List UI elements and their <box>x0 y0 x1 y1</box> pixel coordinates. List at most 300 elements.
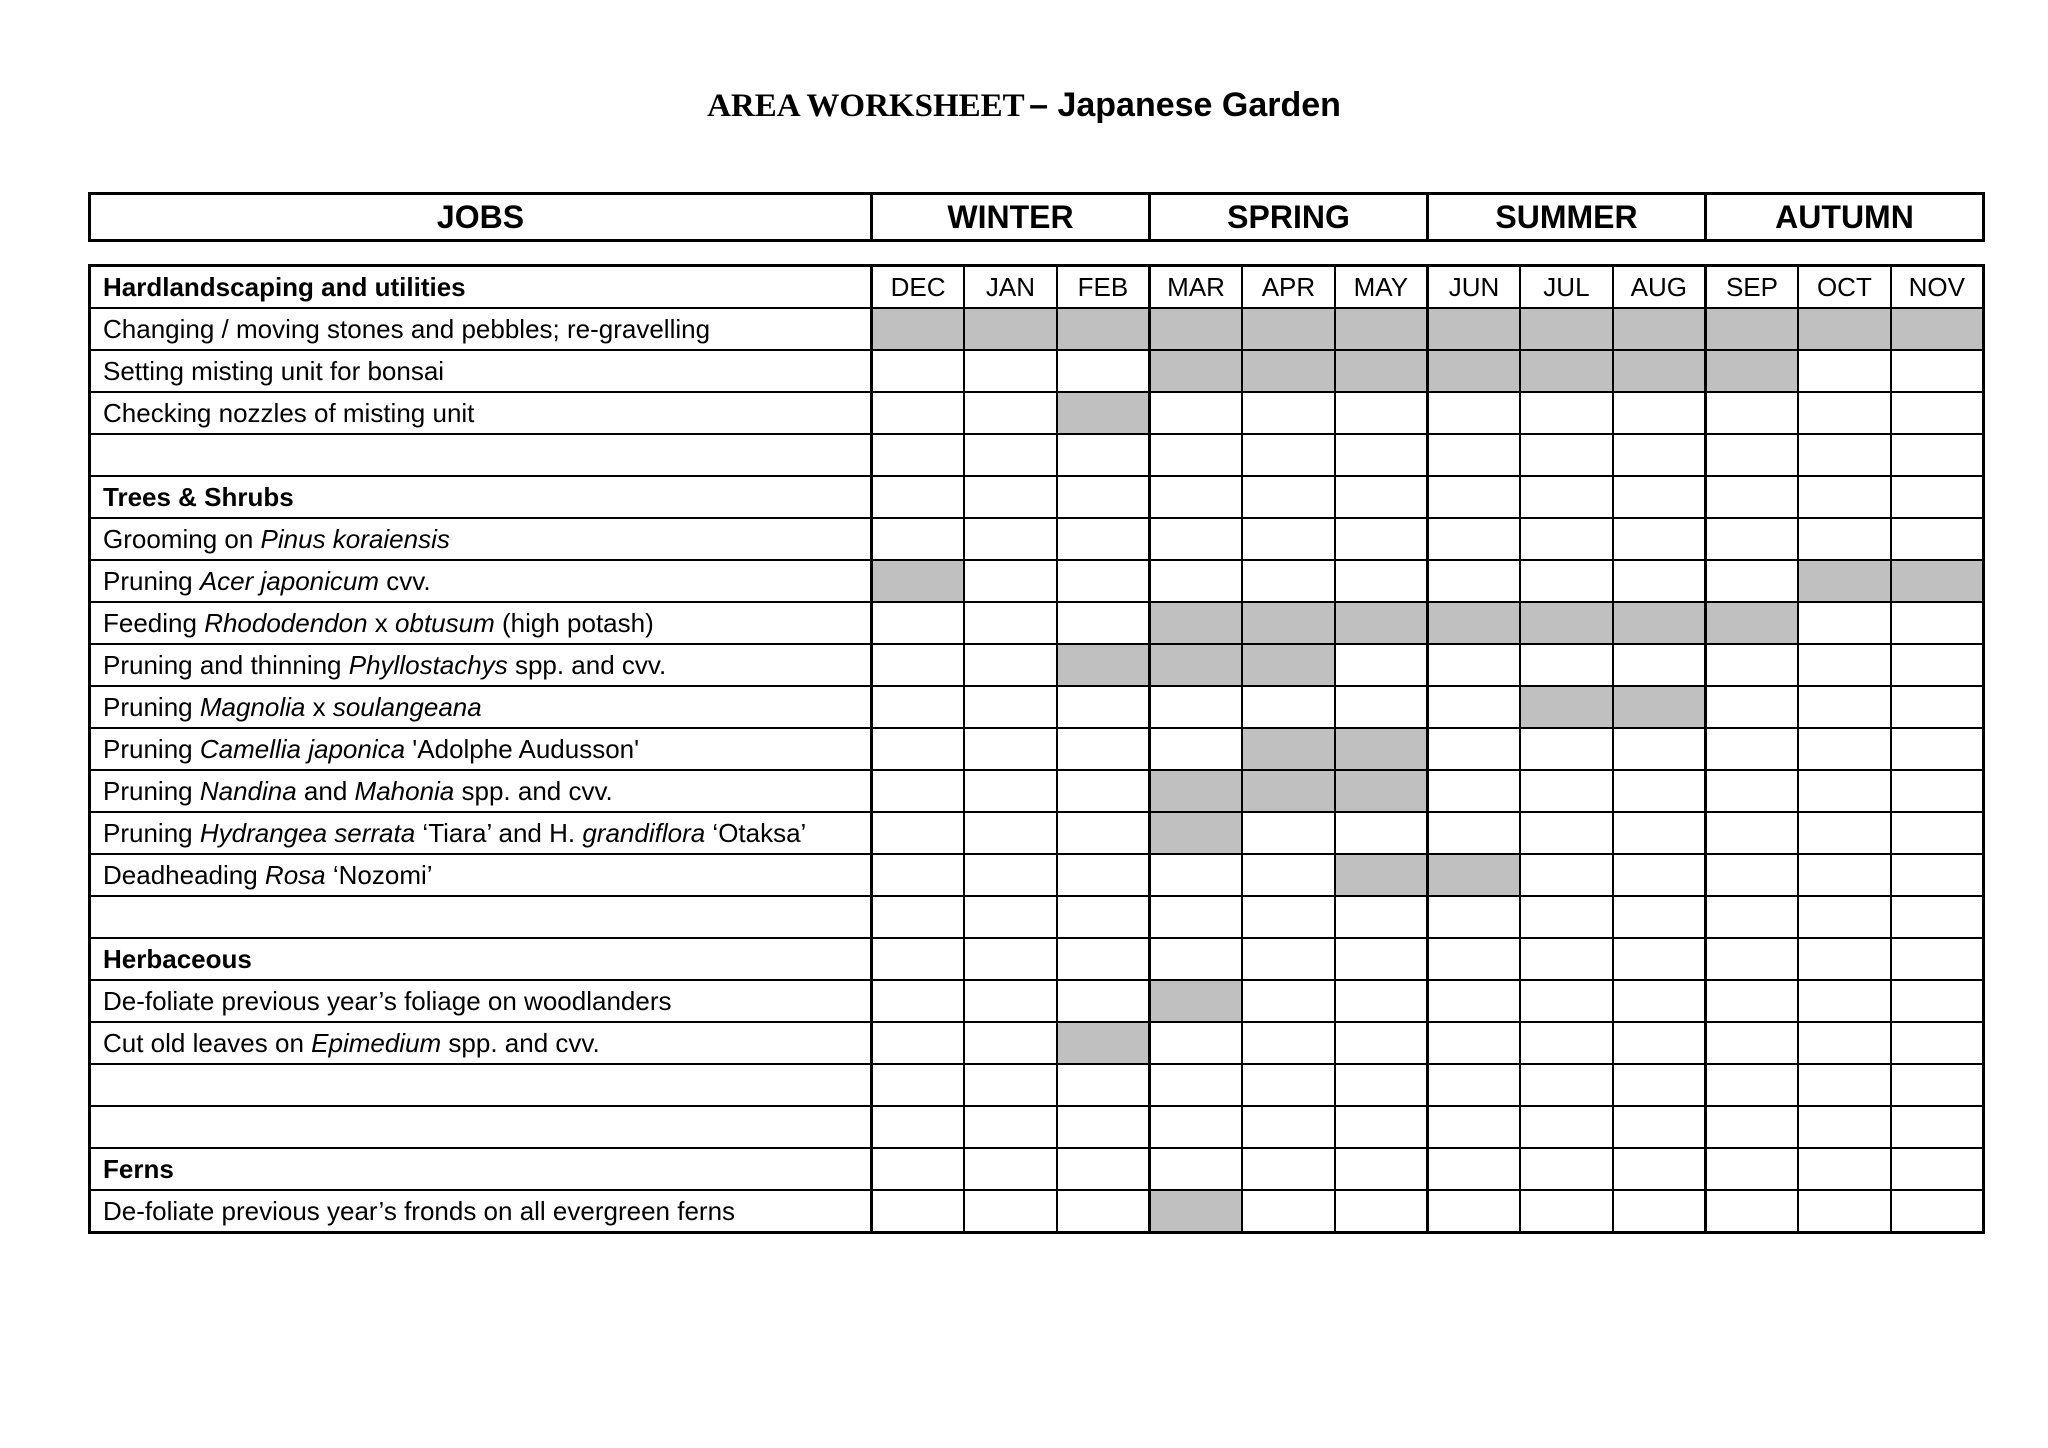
category-label: Hardlandscaping and utilities <box>90 266 872 309</box>
month-cell-mar <box>1149 392 1242 434</box>
month-cell-apr-scheduled <box>1242 308 1335 350</box>
category-row <box>90 1148 1984 1190</box>
month-cell-nov <box>1891 938 1984 980</box>
month-cell-mar <box>1149 686 1242 728</box>
month-cell-apr-scheduled <box>1242 770 1335 812</box>
month-cell-sep <box>1705 644 1798 686</box>
job-row <box>90 350 1984 392</box>
month-cell-feb-scheduled <box>1057 392 1150 434</box>
month-cell-aug <box>1613 728 1706 770</box>
month-cell-sep <box>1705 1064 1798 1106</box>
job-text: De-foliate previous year’s fronds on all evergreen ferns <box>103 1195 736 1226</box>
job-text: 'Adolphe Audusson' <box>405 733 640 764</box>
month-cell-may <box>1335 644 1428 686</box>
job-label <box>90 1022 872 1064</box>
month-cell-nov <box>1891 854 1984 896</box>
month-cell-nov <box>1891 728 1984 770</box>
month-cell-feb <box>1057 728 1150 770</box>
category-label <box>90 476 872 518</box>
month-cell-aug <box>1613 392 1706 434</box>
job-text: spp. and cvv. <box>507 649 667 680</box>
job-text: Ferns <box>103 1153 174 1184</box>
month-header-row <box>90 266 1984 309</box>
job-row <box>90 686 1984 728</box>
month-cell-dec <box>872 812 965 854</box>
botanical-name: Epimedium <box>311 1027 442 1058</box>
month-cell-apr <box>1242 938 1335 980</box>
month-cell-may-scheduled <box>1335 350 1428 392</box>
job-label <box>90 686 872 728</box>
month-cell-jun <box>1427 1190 1520 1233</box>
month-cell-mar <box>1149 1022 1242 1064</box>
month-cell-feb <box>1057 434 1150 476</box>
month-cell-jun-scheduled <box>1427 602 1520 644</box>
month-cell-feb-scheduled <box>1057 308 1150 350</box>
month-cell-jan-scheduled <box>964 308 1057 350</box>
month-cell-dec <box>872 896 965 938</box>
month-cell-nov <box>1891 1148 1984 1190</box>
job-row <box>90 1022 1984 1064</box>
month-cell-feb <box>1057 854 1150 896</box>
month-cell-mar <box>1149 476 1242 518</box>
month-cell-may <box>1335 1148 1428 1190</box>
job-label <box>90 434 872 476</box>
job-text: Pruning <box>103 733 200 764</box>
month-cell-jun-scheduled <box>1427 350 1520 392</box>
month-cell-feb <box>1057 350 1150 392</box>
month-cell-sep <box>1705 1148 1798 1190</box>
month-cell-jul <box>1520 980 1613 1022</box>
job-row <box>90 1190 1984 1233</box>
botanical-name: Rhododendon <box>204 607 368 638</box>
job-text: cvv. <box>379 565 431 596</box>
job-text: ‘Tiara’ and H. <box>415 817 583 848</box>
month-cell-jul <box>1520 1106 1613 1148</box>
month-cell-may <box>1335 518 1428 560</box>
month-cell-may <box>1335 1190 1428 1233</box>
blank-row <box>90 1064 1984 1106</box>
month-cell-mar-scheduled <box>1149 980 1242 1022</box>
job-text: Deadheading <box>103 859 265 890</box>
job-label <box>90 308 872 350</box>
month-cell-dec <box>872 1064 965 1106</box>
month-cell-aug <box>1613 644 1706 686</box>
month-cell-jul-scheduled <box>1520 686 1613 728</box>
month-header-oct: OCT <box>1798 266 1891 309</box>
month-cell-oct <box>1798 392 1891 434</box>
blank-row <box>90 1106 1984 1148</box>
botanical-name: Hydrangea serrata <box>199 817 416 848</box>
month-cell-apr-scheduled <box>1242 350 1335 392</box>
month-cell-jan <box>964 770 1057 812</box>
month-cell-may <box>1335 938 1428 980</box>
job-row <box>90 812 1984 854</box>
job-text: Trees & Shrubs <box>103 481 294 512</box>
category-label <box>90 1148 872 1190</box>
month-cell-apr <box>1242 434 1335 476</box>
month-cell-jun <box>1427 896 1520 938</box>
job-row <box>90 770 1984 812</box>
month-cell-sep <box>1705 392 1798 434</box>
month-cell-sep <box>1705 1190 1798 1233</box>
month-cell-dec <box>872 728 965 770</box>
page-title <box>0 86 2048 125</box>
month-cell-oct <box>1798 518 1891 560</box>
month-cell-jun <box>1427 686 1520 728</box>
job-text: Changing / moving stones and pebbles; re-gravelling <box>103 313 711 344</box>
month-cell-oct <box>1798 938 1891 980</box>
month-cell-jun <box>1427 1064 1520 1106</box>
month-cell-jun-scheduled <box>1427 308 1520 350</box>
month-cell-nov <box>1891 770 1984 812</box>
month-cell-feb <box>1057 518 1150 560</box>
job-label <box>90 728 872 770</box>
month-cell-feb-scheduled <box>1057 644 1150 686</box>
month-cell-dec <box>872 518 965 560</box>
month-cell-mar-scheduled <box>1149 308 1242 350</box>
month-cell-oct <box>1798 1064 1891 1106</box>
month-cell-mar <box>1149 938 1242 980</box>
month-cell-sep <box>1705 686 1798 728</box>
month-cell-jun <box>1427 644 1520 686</box>
month-cell-jul <box>1520 1064 1613 1106</box>
job-text: Checking nozzles of misting unit <box>103 397 475 428</box>
month-cell-sep <box>1705 728 1798 770</box>
month-cell-apr <box>1242 1190 1335 1233</box>
job-text: Feeding <box>103 607 205 638</box>
month-cell-jul <box>1520 1148 1613 1190</box>
month-cell-jun <box>1427 518 1520 560</box>
month-cell-jul <box>1520 476 1613 518</box>
month-cell-jan <box>964 602 1057 644</box>
month-cell-feb <box>1057 1064 1150 1106</box>
month-cell-sep <box>1705 938 1798 980</box>
month-cell-may <box>1335 686 1428 728</box>
month-cell-dec <box>872 602 965 644</box>
month-header-sep: SEP <box>1705 266 1798 309</box>
job-row <box>90 854 1984 896</box>
month-cell-aug <box>1613 1022 1706 1064</box>
month-cell-nov <box>1891 812 1984 854</box>
season-header-row <box>90 194 1984 241</box>
month-header-dec: DEC <box>872 266 965 309</box>
month-cell-jul <box>1520 560 1613 602</box>
month-cell-feb <box>1057 1106 1150 1148</box>
month-cell-jul <box>1520 938 1613 980</box>
month-cell-jul-scheduled <box>1520 308 1613 350</box>
month-cell-mar <box>1149 518 1242 560</box>
month-cell-jan <box>964 434 1057 476</box>
month-cell-feb <box>1057 560 1150 602</box>
month-cell-mar <box>1149 728 1242 770</box>
job-row <box>90 644 1984 686</box>
job-text: Cut old leaves on <box>103 1027 312 1058</box>
month-cell-jun <box>1427 1022 1520 1064</box>
job-row <box>90 980 1984 1022</box>
season-winter: WINTER <box>872 194 1150 241</box>
month-cell-jul <box>1520 1022 1613 1064</box>
title-part-1: AREA WORKSHEET <box>707 88 1025 124</box>
job-text: Grooming on <box>103 523 261 554</box>
month-header-apr: APR <box>1242 266 1335 309</box>
month-cell-nov <box>1891 1106 1984 1148</box>
job-text: Pruning <box>103 565 200 596</box>
month-cell-dec <box>872 350 965 392</box>
month-cell-dec-scheduled <box>872 308 965 350</box>
blank-row <box>90 434 1984 476</box>
month-cell-aug-scheduled <box>1613 350 1706 392</box>
month-cell-dec <box>872 1190 965 1233</box>
botanical-name: Nandina <box>199 775 297 806</box>
month-cell-oct <box>1798 1190 1891 1233</box>
month-cell-sep-scheduled <box>1705 308 1798 350</box>
month-cell-apr <box>1242 980 1335 1022</box>
month-cell-may <box>1335 476 1428 518</box>
month-cell-nov <box>1891 518 1984 560</box>
month-cell-mar <box>1149 434 1242 476</box>
month-cell-oct <box>1798 350 1891 392</box>
month-cell-dec-scheduled <box>872 560 965 602</box>
job-label <box>90 1190 872 1233</box>
month-cell-apr <box>1242 854 1335 896</box>
job-text: spp. and cvv. <box>441 1027 600 1058</box>
month-cell-may <box>1335 434 1428 476</box>
botanical-name: grandiflora <box>582 817 706 848</box>
jobs-header: JOBS <box>90 194 872 241</box>
job-text: Setting misting unit for bonsai <box>103 355 445 386</box>
month-cell-sep <box>1705 1106 1798 1148</box>
month-cell-aug <box>1613 1148 1706 1190</box>
month-cell-jan <box>964 350 1057 392</box>
month-cell-jan <box>964 686 1057 728</box>
month-cell-aug <box>1613 854 1706 896</box>
month-cell-nov <box>1891 434 1984 476</box>
month-cell-jul <box>1520 1190 1613 1233</box>
month-cell-jul <box>1520 770 1613 812</box>
month-cell-mar-scheduled <box>1149 1190 1242 1233</box>
job-label <box>90 602 872 644</box>
month-cell-aug <box>1613 1106 1706 1148</box>
month-cell-apr <box>1242 1064 1335 1106</box>
month-cell-sep <box>1705 560 1798 602</box>
job-label <box>90 1064 872 1106</box>
month-cell-nov <box>1891 686 1984 728</box>
job-label <box>90 350 872 392</box>
month-cell-jan <box>964 392 1057 434</box>
month-cell-mar <box>1149 1148 1242 1190</box>
month-cell-nov <box>1891 350 1984 392</box>
month-cell-aug-scheduled <box>1613 686 1706 728</box>
job-text: ‘Otaksa’ <box>705 817 807 848</box>
blank-row <box>90 896 1984 938</box>
month-cell-apr <box>1242 392 1335 434</box>
month-header-aug: AUG <box>1613 266 1706 309</box>
job-text: Herbaceous <box>103 943 252 974</box>
month-cell-jan <box>964 854 1057 896</box>
month-cell-mar-scheduled <box>1149 812 1242 854</box>
month-cell-feb <box>1057 896 1150 938</box>
category-row <box>90 476 1984 518</box>
month-header-feb: FEB <box>1057 266 1150 309</box>
month-cell-oct <box>1798 434 1891 476</box>
month-cell-apr <box>1242 560 1335 602</box>
job-text: x <box>305 691 333 722</box>
month-cell-nov <box>1891 644 1984 686</box>
month-cell-apr-scheduled <box>1242 644 1335 686</box>
month-cell-feb <box>1057 602 1150 644</box>
month-cell-jan <box>964 560 1057 602</box>
month-cell-nov <box>1891 392 1984 434</box>
month-cell-jul-scheduled <box>1520 602 1613 644</box>
month-cell-oct <box>1798 854 1891 896</box>
month-cell-feb <box>1057 938 1150 980</box>
month-cell-jan <box>964 476 1057 518</box>
month-cell-mar <box>1149 1106 1242 1148</box>
month-header-jul: JUL <box>1520 266 1613 309</box>
month-cell-jun <box>1427 938 1520 980</box>
month-cell-may <box>1335 980 1428 1022</box>
month-cell-mar-scheduled <box>1149 644 1242 686</box>
month-cell-jun <box>1427 770 1520 812</box>
month-cell-mar <box>1149 896 1242 938</box>
jobs-grid <box>88 264 1985 1234</box>
season-header-table <box>88 192 1985 242</box>
job-text: spp. and cvv. <box>454 775 613 806</box>
month-cell-apr-scheduled <box>1242 728 1335 770</box>
job-label <box>90 1106 872 1148</box>
month-cell-jan <box>964 644 1057 686</box>
month-cell-aug <box>1613 1190 1706 1233</box>
month-cell-apr <box>1242 518 1335 560</box>
month-cell-apr <box>1242 1106 1335 1148</box>
job-text: Pruning <box>103 691 200 722</box>
month-cell-sep <box>1705 896 1798 938</box>
month-cell-feb <box>1057 686 1150 728</box>
month-cell-feb <box>1057 476 1150 518</box>
job-label <box>90 392 872 434</box>
month-cell-jun <box>1427 728 1520 770</box>
month-cell-aug <box>1613 560 1706 602</box>
month-cell-feb <box>1057 980 1150 1022</box>
month-cell-mar <box>1149 560 1242 602</box>
month-cell-oct-scheduled <box>1798 560 1891 602</box>
job-row <box>90 392 1984 434</box>
month-cell-dec <box>872 686 965 728</box>
botanical-name: Camellia japonica <box>199 733 406 764</box>
month-cell-apr <box>1242 1148 1335 1190</box>
month-cell-oct <box>1798 1022 1891 1064</box>
botanical-name: Acer japonicum <box>199 565 380 596</box>
month-cell-jul <box>1520 644 1613 686</box>
month-cell-jun <box>1427 980 1520 1022</box>
month-cell-jun <box>1427 1106 1520 1148</box>
month-cell-dec <box>872 644 965 686</box>
month-cell-oct <box>1798 476 1891 518</box>
month-cell-jun <box>1427 560 1520 602</box>
botanical-name: Phyllostachys <box>348 649 508 680</box>
month-cell-jun <box>1427 476 1520 518</box>
month-cell-nov <box>1891 476 1984 518</box>
month-cell-mar-scheduled <box>1149 350 1242 392</box>
month-cell-oct <box>1798 812 1891 854</box>
month-cell-apr-scheduled <box>1242 602 1335 644</box>
month-cell-nov <box>1891 1064 1984 1106</box>
month-cell-may <box>1335 1022 1428 1064</box>
month-cell-aug <box>1613 476 1706 518</box>
month-cell-aug-scheduled <box>1613 308 1706 350</box>
month-cell-sep <box>1705 434 1798 476</box>
job-label <box>90 854 872 896</box>
job-label <box>90 644 872 686</box>
month-header-may: MAY <box>1335 266 1428 309</box>
month-cell-oct-scheduled <box>1798 308 1891 350</box>
month-cell-oct <box>1798 644 1891 686</box>
month-cell-apr <box>1242 812 1335 854</box>
month-cell-jan <box>964 896 1057 938</box>
month-cell-jul <box>1520 392 1613 434</box>
job-row <box>90 602 1984 644</box>
month-cell-aug-scheduled <box>1613 602 1706 644</box>
job-row <box>90 728 1984 770</box>
month-cell-mar-scheduled <box>1149 770 1242 812</box>
month-cell-apr <box>1242 896 1335 938</box>
month-cell-dec <box>872 938 965 980</box>
job-text: x <box>367 607 396 638</box>
month-cell-jul <box>1520 518 1613 560</box>
botanical-name: soulangeana <box>332 691 482 722</box>
month-cell-mar <box>1149 1064 1242 1106</box>
month-cell-aug <box>1613 980 1706 1022</box>
month-cell-feb-scheduled <box>1057 1022 1150 1064</box>
month-cell-sep <box>1705 980 1798 1022</box>
month-cell-jul <box>1520 896 1613 938</box>
month-cell-oct <box>1798 728 1891 770</box>
job-row <box>90 308 1984 350</box>
month-cell-aug <box>1613 938 1706 980</box>
month-cell-dec <box>872 1148 965 1190</box>
month-cell-jan <box>964 1022 1057 1064</box>
month-cell-jun <box>1427 392 1520 434</box>
month-cell-aug <box>1613 770 1706 812</box>
month-cell-aug <box>1613 812 1706 854</box>
month-cell-feb <box>1057 770 1150 812</box>
month-cell-jan <box>964 980 1057 1022</box>
month-cell-mar <box>1149 854 1242 896</box>
month-cell-nov <box>1891 980 1984 1022</box>
botanical-name: obtusum <box>395 607 495 638</box>
season-summer: SUMMER <box>1428 194 1706 241</box>
month-cell-dec <box>872 392 965 434</box>
month-cell-may <box>1335 392 1428 434</box>
botanical-name: Pinus koraiensis <box>260 523 450 554</box>
month-cell-apr <box>1242 476 1335 518</box>
month-cell-jul <box>1520 854 1613 896</box>
month-cell-jul <box>1520 434 1613 476</box>
month-cell-jul <box>1520 812 1613 854</box>
job-text: Pruning <box>103 775 200 806</box>
month-cell-dec <box>872 434 965 476</box>
month-cell-may-scheduled <box>1335 728 1428 770</box>
month-cell-oct <box>1798 770 1891 812</box>
month-cell-may <box>1335 1064 1428 1106</box>
month-cell-may-scheduled <box>1335 308 1428 350</box>
month-cell-sep <box>1705 812 1798 854</box>
month-cell-oct <box>1798 896 1891 938</box>
month-cell-aug <box>1613 896 1706 938</box>
category-row <box>90 938 1984 980</box>
month-cell-jan <box>964 518 1057 560</box>
month-cell-jan <box>964 938 1057 980</box>
